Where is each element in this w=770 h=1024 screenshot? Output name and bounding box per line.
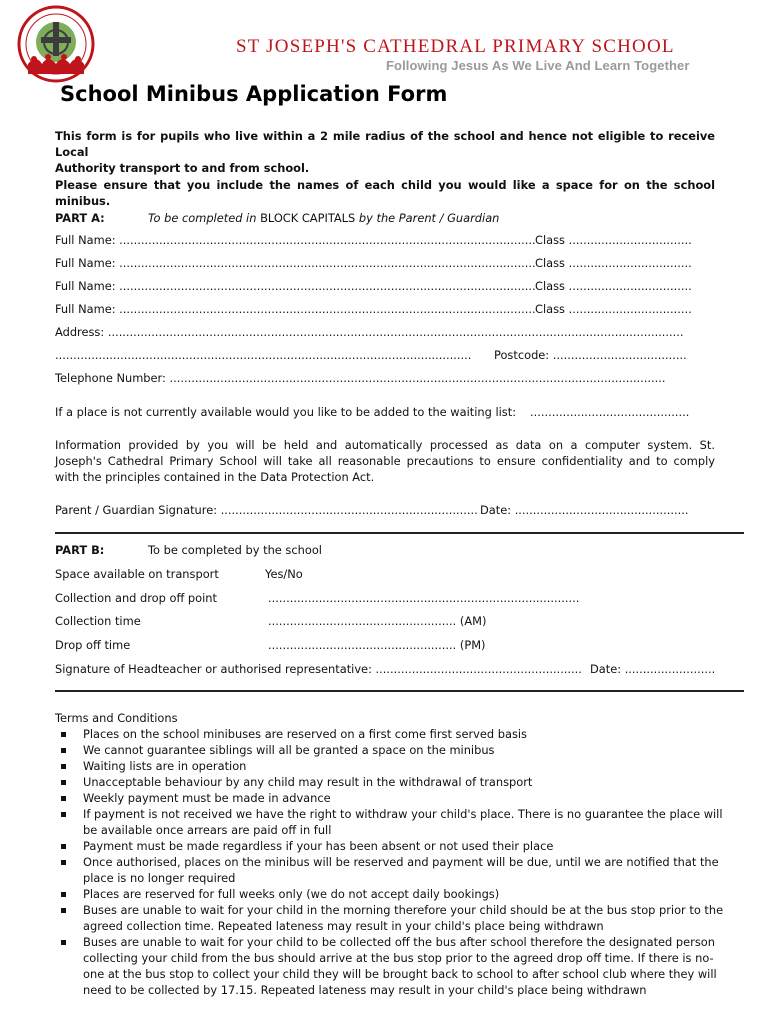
list-item: Once authorised, places on the minibus will be reserved and payment will be due, until we are notified that the place is no longer required — [55, 854, 725, 886]
full-name-row-2[interactable]: Full Name: ................................................................................................................... — [55, 256, 536, 270]
collection-point-label: Collection and drop off point — [55, 591, 217, 605]
headteacher-date-field[interactable]: Date: ......................... — [590, 662, 716, 676]
list-item: Places on the school minibuses are reserved on a first come first served basis — [55, 726, 725, 742]
waiting-list-question: If a place is not currently available would you like to be added to the waiting list: — [55, 405, 517, 419]
collection-point-field[interactable]: ...................................................................................... — [268, 591, 580, 605]
list-item: Buses are unable to wait for your child to be collected off the bus after school therefore the designated person collecting your child from the bus should arrive at the bus stop prior to the agreed drop off time. If there is no-one at the bus stop to collect your child they will be brought back to school to after school club where they will need to be collected by 17.15. Repeated lateness may result in your child's place being withdrawn — [55, 934, 725, 998]
part-b-label: PART B: — [55, 543, 105, 557]
part-a-instruction: To be completed in BLOCK CAPITALS by the Parent / Guardian — [148, 211, 500, 225]
intro-paragraph: This form is for pupils who live within a 2 mile radius of the school and hence not eligible to receive Local Authority transport to and from school. — [55, 129, 715, 175]
school-name: ST JOSEPH'S CATHEDRAL PRIMARY SCHOOL — [236, 36, 675, 57]
list-item: Weekly payment must be made in advance — [55, 790, 725, 806]
waiting-list-answer[interactable]: ............................................ — [530, 405, 690, 419]
full-name-row-4[interactable]: Full Name: ................................................................................................................... — [55, 302, 536, 316]
space-available-value[interactable]: Yes/No — [265, 567, 303, 581]
part-a-label: PART A: — [55, 211, 105, 225]
list-item: Waiting lists are in operation — [55, 758, 725, 774]
class-field-1[interactable]: Class .................................. — [535, 233, 692, 247]
telephone-field[interactable]: Telephone Number: ......................................................................................................................................... — [55, 371, 666, 385]
class-field-3[interactable]: Class .................................. — [535, 279, 692, 293]
collection-time-field[interactable]: .................................................... (AM) — [268, 614, 487, 628]
address-line-2[interactable]: ................................................................................................................... — [55, 348, 472, 362]
data-protection-notice: Information provided by you will be held and automatically processed as data on a computer system. St. Joseph's Cathedral Primary School will take all reasonable precautions to ensure confidentiality and to comply with the principles contained in the Data Protection Act. — [55, 438, 715, 484]
terms-and-conditions — [55, 710, 725, 998]
collection-time-label: Collection time — [55, 614, 141, 628]
names-note: Please ensure that you include the names of each child you would like a space for on the school minibus. — [55, 178, 715, 208]
full-name-row-1[interactable]: Full Name: ................................................................................................................... — [55, 233, 536, 247]
form-title: School Minibus Application Form — [60, 82, 448, 106]
address-field[interactable]: Address: ............................................................................................................................................................... — [55, 325, 684, 339]
divider — [55, 690, 744, 692]
headteacher-signature-field[interactable]: Signature of Headteacher or authorised representative: ......................................................... — [55, 662, 582, 676]
list-item: We cannot guarantee siblings will all be granted a space on the minibus — [55, 742, 725, 758]
list-item: If payment is not received we have the right to withdraw your child's place. There is no guarantee the place will be available once arrears are paid off in full — [55, 806, 725, 838]
list-item: Places are reserved for full weeks only (we do not accept daily bookings) — [55, 886, 725, 902]
postcode-field[interactable]: Postcode: ..................................... — [494, 348, 687, 362]
full-name-row-3[interactable]: Full Name: ................................................................................................................... — [55, 279, 536, 293]
list-item: Payment must be made regardless if your has been absent or not used their place — [55, 838, 725, 854]
part-b-instruction: To be completed by the school — [148, 543, 322, 557]
list-item: Buses are unable to wait for your child in the morning therefore your child should be at the bus stop prior to the agreed collection time. Repeated lateness may result in your child's place being withdrawn — [55, 902, 725, 934]
parent-signature-field[interactable]: Parent / Guardian Signature: ....................................................................... — [55, 503, 478, 517]
dropoff-time-field[interactable]: .................................................... (PM) — [268, 638, 486, 652]
space-available-label: Space available on transport — [55, 567, 219, 581]
school-tagline: Following Jesus As We Live And Learn Together — [386, 58, 690, 73]
class-field-4[interactable]: Class .................................. — [535, 302, 692, 316]
divider — [55, 532, 744, 534]
parent-date-field[interactable]: Date: ................................................ — [480, 503, 689, 517]
school-logo — [10, 4, 102, 86]
terms-heading: Terms and Conditions — [55, 711, 178, 725]
list-item: Unacceptable behaviour by any child may result in the withdrawal of transport — [55, 774, 725, 790]
class-field-2[interactable]: Class .................................. — [535, 256, 692, 270]
dropoff-time-label: Drop off time — [55, 638, 131, 652]
